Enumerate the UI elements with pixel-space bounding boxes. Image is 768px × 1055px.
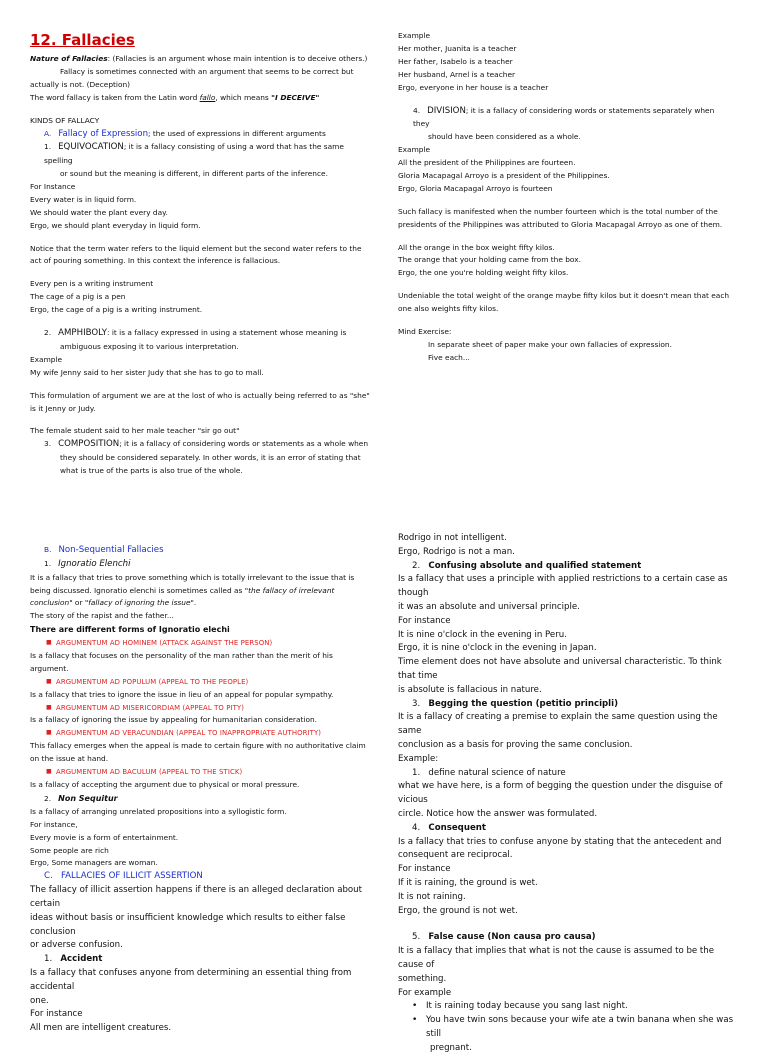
accident-label: Accident	[60, 954, 103, 965]
example-line: If it is raining, the ground is wet.	[398, 877, 538, 888]
consequent-text: consequent are reciprocal.	[398, 850, 513, 861]
non-sequitur-heading	[30, 792, 370, 806]
latin-pre: The word fallacy is taken from the Latin word	[30, 92, 200, 102]
latin-line	[30, 92, 370, 105]
example-line: We should water the plant every day.	[30, 207, 168, 217]
illicit-line: or adverse confusion.	[30, 940, 123, 951]
example-label: Example	[398, 31, 431, 40]
composition-line3: what is true of the parts is also true of the whole.	[60, 466, 243, 476]
example-line: Her father, Isabelo is a teacher	[398, 56, 513, 66]
form-name: ARGUMENTUM AD VERACUNDIAN (APPEAL TO INAPPROPRIATE AUTHORITY)	[56, 729, 322, 738]
form-item	[30, 676, 370, 689]
list-item	[398, 1014, 738, 1042]
section-b-heading	[30, 544, 370, 558]
confusing-note: Time element does not have absolute and universal characteristic. To think that time	[398, 657, 722, 681]
bullet-icon: •	[412, 1001, 418, 1012]
example-line: It is not raining.	[398, 891, 466, 902]
form-desc: Is a fallacy that tries to ignore the issue in lieu of an appeal for popular sympathy.	[30, 689, 334, 699]
ignoratio-num: 1.	[44, 558, 52, 568]
form-desc: Is a fallacy that focuses on the personality of the man rather than the merit of his argument.	[30, 650, 333, 673]
bullet-icon: ■	[46, 768, 52, 776]
nature-line	[30, 53, 370, 66]
example-line: Ergo, the cage of a pig is a writing instrument.	[30, 305, 203, 315]
division-label: DIVISION	[427, 105, 466, 116]
false-cause-num: 5.	[412, 932, 421, 943]
composition-num: 3.	[44, 439, 52, 449]
example-label: Example	[398, 145, 431, 155]
begging-heading	[398, 698, 738, 712]
division-line2: should have been considered as a whole.	[428, 132, 581, 142]
notice-line: Notice that the term water refers to the liquid element but the second water refers to the	[30, 243, 362, 253]
form-item	[30, 727, 370, 740]
example-line: Ergo, Rodrigo is not a man.	[398, 546, 515, 557]
ignoratio-text-part: ".	[190, 598, 197, 608]
ignoratio-text-italic: conclusion	[30, 598, 70, 608]
latin-quote: "I DECEIVE"	[271, 92, 320, 102]
composition-line	[30, 438, 370, 452]
form-name: ARGUMENTUM AD MISERICORDIAM (APPEAL TO PITY)	[56, 703, 244, 712]
illicit-line: ideas without basis or insufficient knowledge which results to either false conclusion	[30, 912, 346, 937]
such-line: Such fallacy is manifested when the number fourteen which is the total number of the	[398, 206, 718, 216]
bullet-icon: •	[412, 1015, 418, 1026]
nature-label: Nature of Fallacies	[30, 54, 108, 63]
list-item-text: You have twin sons because your wife ate a twin banana when she was still	[426, 1015, 734, 1039]
accident-text: one.	[30, 995, 49, 1006]
example-line: For instance	[398, 615, 451, 626]
forms-heading: There are different forms of Ignoratio elechi	[30, 625, 230, 635]
example-line: Her mother, Juanita is a teacher	[398, 43, 517, 53]
example-line: Ergo, we should plant everyday in liquid form.	[30, 220, 201, 230]
example-label: For example	[398, 987, 452, 998]
section-c-heading	[30, 870, 370, 884]
example-line: Ergo, Gloria Macapagal Arroyo is fourteen	[398, 183, 553, 193]
false-cause-heading	[398, 931, 738, 945]
division-num: 4.	[413, 105, 421, 115]
form-desc: Is a fallacy of ignoring the issue by appealing for humanitarian consideration.	[30, 715, 318, 725]
false-cause-text: It is a fallacy that implies that what is not the cause is assumed to be the cause of	[398, 946, 715, 970]
example-line: Ergo, it is nine o'clock in the evening in Japan.	[398, 643, 597, 654]
bullet-icon: ■	[46, 703, 52, 711]
ignoratio-text-part: being discussed. Ignoratio elenchi is sometimes called as "	[30, 585, 249, 595]
example-line: The orange that your holding came from the box.	[398, 255, 581, 265]
begging-label: Begging the question (petitio principli)	[428, 698, 618, 709]
formulation-line: This formulation of argument we are at the lost of who is actually being referred to as "she"	[30, 390, 370, 400]
ignoratio-text	[30, 597, 370, 610]
form-name: ARGUMENTUM AD POPULUM (APPEAL TO THE PEOPLE)	[56, 677, 249, 686]
for-instance-label: For Instance	[30, 181, 76, 191]
list-item-text: pregnant.	[430, 1042, 472, 1053]
begging-sub-text: define natural science of nature	[428, 767, 566, 778]
section-a-heading	[30, 128, 370, 142]
kinds-heading: KINDS OF FALLACY	[30, 115, 100, 125]
latin-word: fallo	[199, 92, 216, 102]
confusing-num: 2.	[412, 560, 421, 571]
example-line: For instance	[30, 1009, 83, 1020]
formulation-line: is it Jenny or Judy.	[30, 403, 96, 413]
confusing-note: is absolute is fallacious in nature.	[398, 684, 542, 695]
equivocation-line	[30, 141, 370, 168]
consequent-heading	[398, 822, 738, 836]
non-sequitur-num: 2.	[44, 793, 52, 803]
begging-note: what we have here, is a form of begging the question under the disguise of vicious	[398, 781, 723, 806]
form-desc: This fallacy emerges when the appeal is made to certain figure with no authoritative claim	[30, 741, 366, 751]
example-line: Rodrigo in not intelligent.	[398, 533, 507, 543]
form-item	[30, 637, 370, 650]
story-line: The story of the rapist and the father...	[30, 611, 174, 621]
accident-text: Is a fallacy that confuses anyone from determining an essential thing from accidental	[30, 967, 352, 992]
bottom-right-page	[398, 532, 738, 1055]
consequent-text: Is a fallacy that tries to confuse anyone by stating that the antecedent and	[398, 836, 722, 847]
ignoratio-text-italic: the fallacy of irrelevant	[248, 585, 335, 595]
consequent-num: 4.	[412, 822, 421, 833]
equivocation-text: ; it is a fallacy consisting of using a word that has the same spelling	[44, 142, 344, 166]
example-line: Every pen is a writing instrument	[30, 279, 154, 289]
notice-line: act of pouring something. In this context the inference is fallacious.	[30, 256, 281, 266]
amphiboly-line2: ambiguous exposing it to various interpretation.	[60, 341, 239, 351]
illicit-line: The fallacy of illicit assertion happens if there is an alleged declaration about certain	[30, 885, 362, 909]
example-line: Ergo, Some managers are woman.	[30, 858, 158, 868]
nature-text: : (Fallacies is an argument whose main intention is to deceive others.)	[107, 54, 368, 63]
form-item	[30, 766, 370, 779]
such-line: presidents of the Philippines was attributed to Gloria Macapagal Arroyo as one of them.	[398, 219, 723, 229]
ignoratio-text: It is a fallacy that tries to prove something which is totally irrelevant to the issue that is	[30, 572, 355, 582]
example-line: Every water is in liquid form.	[30, 194, 137, 204]
form-desc: Is a fallacy of accepting the argument due to physical or moral pressure.	[30, 779, 300, 789]
top-right-page	[398, 30, 733, 365]
division-text: ; it is a fallacy of considering words or statements separately when they	[413, 105, 715, 129]
form-desc: on the issue at hand.	[30, 754, 109, 764]
latin-mid: , which means	[215, 92, 272, 102]
section-c-letter: C.	[44, 871, 53, 882]
equivocation-num: 1.	[44, 142, 52, 152]
example-line: My wife Jenny said to her sister Judy that she has to go to mall.	[30, 367, 264, 377]
example-line: The cage of a pig is a pen	[30, 292, 126, 302]
amphiboly-line	[30, 327, 370, 341]
begging-note: circle. Notice how the answer was formulated.	[398, 808, 598, 819]
confusing-label: Confusing absolute and qualified statement	[428, 560, 642, 571]
composition-label: COMPOSITION	[58, 439, 120, 450]
amphiboly-label: AMPHIBOLY	[58, 328, 108, 339]
begging-sub-num: 1.	[412, 767, 421, 778]
example-line: Gloria Macapagal Arroyo is a president of the Philippines.	[398, 170, 610, 180]
ignoratio-label: Ignoratio Elenchi	[58, 558, 131, 569]
nature-line3: actually is not. (Deception)	[30, 79, 131, 89]
confusing-text: Is a fallacy that uses a principle with applied restrictions to a certain case as though	[398, 574, 728, 599]
bullet-icon: ■	[46, 677, 52, 685]
begging-num: 3.	[412, 698, 421, 709]
example-line: All the orange in the box weight fifty kilos.	[398, 242, 555, 252]
list-item-text: It is raining today because you sang last night.	[426, 1001, 628, 1012]
begging-sub	[398, 767, 738, 781]
begging-text: conclusion as a basis for proving the same conclusion.	[398, 739, 633, 750]
undeniable-line: one also weights fifty kilos.	[398, 304, 499, 314]
accident-num: 1.	[44, 954, 53, 965]
example-line: Every movie is a form of entertainment.	[30, 832, 179, 842]
example-line: Some people are rich	[30, 845, 109, 855]
amphiboly-text: : it is a fallacy expressed in using a statement whose meaning is	[107, 328, 347, 338]
example-line: For instance,	[30, 819, 78, 829]
example-line: It is nine o'clock in the evening in Peru.	[398, 629, 567, 640]
amphiboly-num: 2.	[44, 328, 52, 338]
non-sequitur-text: Is a fallacy of arranging unrelated propositions into a syllogistic form.	[30, 806, 287, 816]
example-label: Example:	[398, 753, 439, 764]
mind-exercise-line: In separate sheet of paper make your own fallacies of expression.	[428, 340, 672, 350]
section-b-label: Non-Sequential Fallacies	[58, 545, 164, 555]
section-c-label: FALLACIES OF ILLICIT ASSERTION	[60, 871, 203, 882]
ignoratio-text-part: " or "	[69, 598, 89, 608]
example-line: All the president of the Philippines are fourteen.	[398, 158, 576, 168]
example-line: Her husband, Arnel is a teacher	[398, 69, 516, 79]
mind-exercise-label: Mind Exercise:	[398, 327, 452, 337]
confusing-text: it was an absolute and universal principle.	[398, 601, 580, 612]
bullet-icon: ■	[46, 729, 52, 737]
page-title: 12. Fallacies	[30, 31, 135, 49]
false-cause-text: something.	[398, 973, 447, 984]
consequent-label: Consequent	[428, 822, 487, 833]
false-cause-label: False cause (Non causa pro causa)	[428, 932, 596, 943]
section-a-text: ; the used of expressions in different arguments	[148, 128, 326, 138]
division-line	[398, 105, 733, 132]
top-left-page	[30, 30, 370, 478]
section-b-letter: B.	[44, 545, 52, 554]
ignoratio-heading	[30, 558, 370, 572]
example-line: Ergo, everyone in her house is a teacher	[398, 82, 549, 92]
section-a-letter: A.	[44, 128, 52, 138]
confusing-heading	[398, 560, 738, 574]
equivocation-label: EQUIVOCATION	[58, 142, 124, 153]
example-label: Example	[30, 354, 63, 364]
composition-line2: they should be considered separately. In other words, it is an error of stating that	[60, 453, 361, 463]
mind-exercise-line: Five each...	[428, 352, 470, 362]
example-line: Ergo, the ground is not wet.	[398, 905, 518, 916]
undeniable-line: Undeniable the total weight of the orange maybe fifty kilos but it doesn't mean that each	[398, 291, 730, 301]
example-line: All men are intelligent creatures.	[30, 1023, 172, 1034]
section-a-label: Fallacy of Expression	[58, 128, 149, 139]
composition-text: ; it is a fallacy of considering words or statements as a whole when	[119, 439, 369, 449]
female-student-line: The female student said to her male teacher "sir go out"	[30, 426, 240, 436]
non-sequitur-label: Non Sequitur	[58, 793, 118, 803]
form-name: ARGUMENTUM AD BACULUM (APPEAL TO THE STICK)	[56, 768, 243, 777]
form-name: ARGUMENTUM AD HOMINEM (ATTACK AGAINST THE PERSON)	[56, 639, 273, 648]
equivocation-line2: or sound but the meaning is different, in different parts of the inference.	[60, 169, 328, 179]
accident-heading	[30, 953, 370, 967]
list-item	[398, 1000, 738, 1014]
bottom-left-page	[30, 544, 370, 1036]
ignoratio-text-italic: fallacy of ignoring the issue	[88, 598, 191, 608]
form-item	[30, 702, 370, 715]
begging-text: It is a fallacy of creating a premise to explain the same question using the same	[398, 712, 718, 737]
nature-line2: Fallacy is sometimes connected with an argument that seems to be correct but	[60, 66, 354, 76]
example-line: Ergo, the one you're holding weight fifty kilos.	[398, 268, 569, 278]
example-line: For instance	[398, 864, 451, 875]
ignoratio-text	[30, 585, 370, 598]
bullet-icon: ■	[46, 639, 52, 647]
